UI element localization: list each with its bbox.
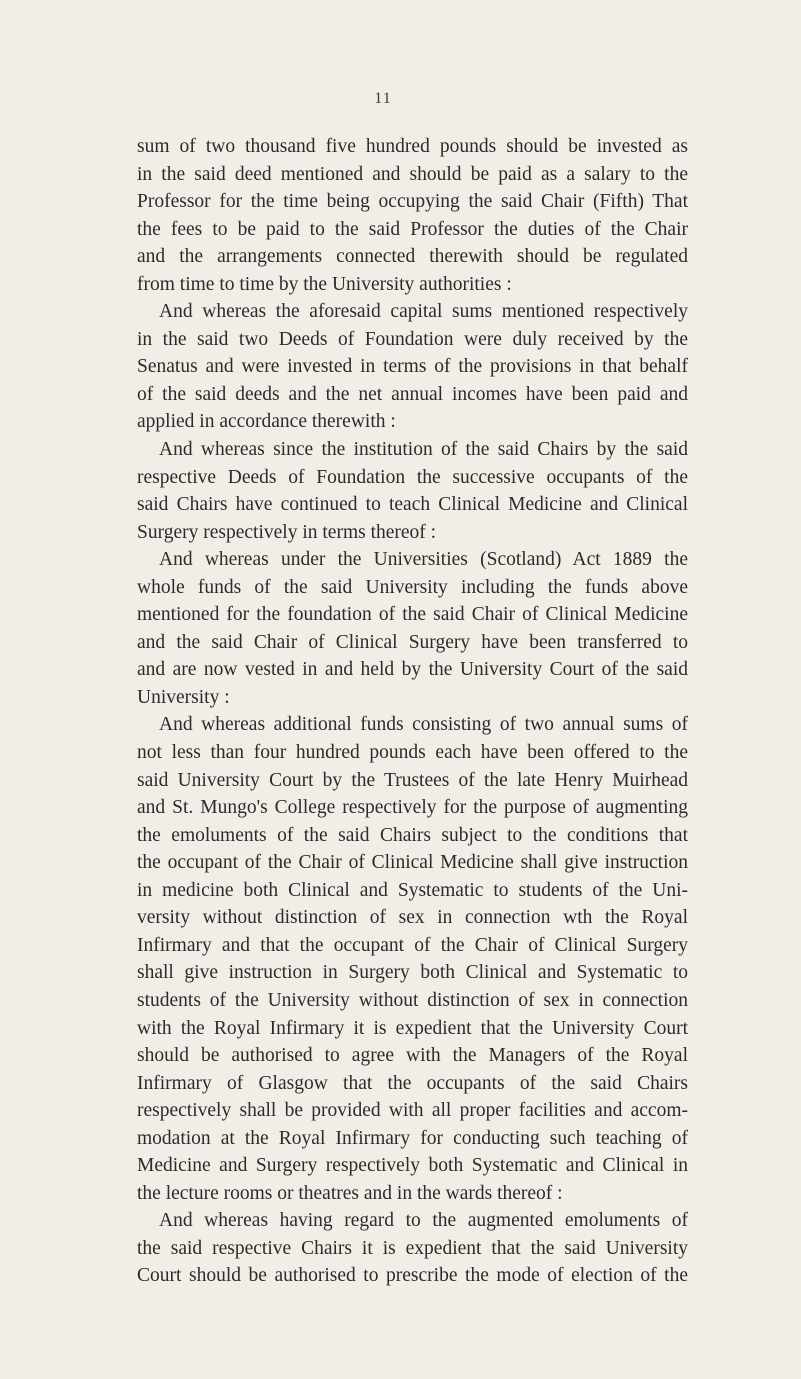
text-line: said Chairs have continued to teach Clinical Medicine and Clinical bbox=[137, 494, 688, 516]
text-line: respectively shall be provided with all proper facilities and accom- bbox=[137, 1100, 688, 1122]
text-line: modation at the Royal Infirmary for conducting such teaching of bbox=[137, 1127, 688, 1149]
text-line: the emoluments of the said Chairs subject to the conditions that bbox=[137, 824, 688, 846]
paragraph-start-line: And whereas under the Universities (Scotland) Act 1889 the bbox=[159, 549, 688, 571]
text-line: and the said Chair of Clinical Surgery have been transferred to bbox=[137, 631, 688, 653]
text-line: sum of two thousand five hundred pounds should be invested as bbox=[137, 136, 688, 157]
text-line: of the said deeds and the net annual incomes have been paid and bbox=[137, 383, 688, 405]
text-line: and St. Mungo's College respectively for the purpose of augmenting bbox=[137, 797, 688, 819]
text-line: Infirmary and that the occupant of the Chair of Clinical Surgery bbox=[137, 934, 688, 956]
text-line: the fees to be paid to the said Professor the duties of the Chair bbox=[137, 218, 688, 240]
text-line: and are now vested in and held by the University Court of the said bbox=[137, 659, 688, 681]
text-line: in the said two Deeds of Foundation were duly received by the bbox=[137, 328, 688, 350]
text-line: should be authorised to agree with the Managers of the Royal bbox=[137, 1045, 688, 1067]
text-line: versity without distinction of sex in connection wth the Royal bbox=[137, 907, 688, 929]
text-line: the said respective Chairs it is expedient that the said University bbox=[137, 1237, 688, 1259]
text-line: the occupant of the Chair of Clinical Medicine shall give instruction bbox=[137, 852, 688, 874]
text-line: in the said deed mentioned and should be paid as a salary to the bbox=[137, 163, 688, 185]
body-text bbox=[137, 133, 688, 1290]
paragraph-start-line: And whereas having regard to the augmented emoluments of bbox=[159, 1210, 688, 1232]
text-line: Senatus and were invested in terms of the provisions in that behalf bbox=[137, 356, 688, 378]
text-line: University : bbox=[137, 686, 230, 708]
text-line: Medicine and Surgery respectively both Systematic and Clinical in bbox=[137, 1155, 688, 1177]
text-line: whole funds of the said University including the funds above bbox=[137, 576, 688, 598]
paragraph-start-line: And whereas additional funds consisting of two annual sums of bbox=[159, 714, 688, 736]
text-line: applied in accordance therewith : bbox=[137, 411, 396, 433]
text-line: Surgery respectively in terms thereof : bbox=[137, 521, 437, 543]
text-line: in medicine both Clinical and Systematic to students of the Uni- bbox=[137, 879, 688, 901]
paragraph-start-line: And whereas the aforesaid capital sums mentioned respectively bbox=[159, 301, 688, 323]
paragraph-start-line: And whereas since the institution of the said Chairs by the said bbox=[159, 439, 688, 461]
text-line: Court should be authorised to prescribe the mode of election of the bbox=[137, 1265, 688, 1287]
text-line: respective Deeds of Foundation the successive occupants of the bbox=[137, 466, 688, 488]
text-line: not less than four hundred pounds each have been offered to the bbox=[137, 742, 688, 764]
text-line: and the arrangements connected therewith should be regulated bbox=[137, 246, 688, 268]
text-line: said University Court by the Trustees of the late Henry Muirhead bbox=[137, 769, 688, 791]
text-line: with the Royal Infirmary it is expedient that the University Court bbox=[137, 1017, 688, 1039]
text-line: the lecture rooms or theatres and in the wards thereof : bbox=[137, 1182, 563, 1204]
text-line: Professor for the time being occupying the said Chair (Fifth) That bbox=[137, 191, 688, 213]
text-line: mentioned for the foundation of the said Chair of Clinical Medicine bbox=[137, 604, 688, 626]
text-line: students of the University without distinction of sex in connection bbox=[137, 989, 688, 1011]
text-line: shall give instruction in Surgery both Clinical and Systematic to bbox=[137, 962, 688, 984]
text-line: from time to time by the University authorities : bbox=[137, 273, 512, 295]
page-number: 11 bbox=[374, 90, 392, 107]
text-line: Infirmary of Glasgow that the occupants of the said Chairs bbox=[137, 1072, 688, 1094]
